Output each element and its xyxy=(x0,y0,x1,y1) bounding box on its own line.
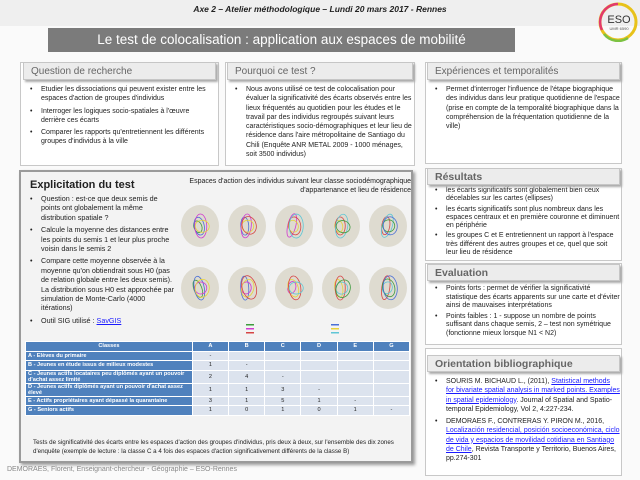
table-cell xyxy=(373,361,409,371)
footer-author: DEMORAES, Florent, Enseignant-chercheur - Géographie – ESO-Rennes xyxy=(7,466,237,473)
savgis-link[interactable]: SavGIS xyxy=(96,315,122,325)
list-item: • Calcule la moyenne des distances entre les points du semis 1 et leur plus proche voisin dans le semis 2 xyxy=(27,225,177,253)
table-row xyxy=(26,383,410,396)
table-cell: 1 xyxy=(229,383,265,396)
table-cell: 1 xyxy=(192,361,228,371)
column-header: G xyxy=(373,342,409,352)
ref-link[interactable]: Statistical methods for bivariate spatial analysis in marked points. Examples in spatial epidemiology xyxy=(446,378,620,404)
class-label: G - Seniors actifs xyxy=(26,406,193,416)
explicitation-panel xyxy=(19,170,413,463)
zone-map xyxy=(181,267,219,309)
significance-table xyxy=(25,341,410,416)
table-cell xyxy=(301,361,337,371)
table-cell: 1 xyxy=(192,383,228,396)
svg-text:UMR 6590: UMR 6590 xyxy=(609,26,629,31)
list-item: • Nous avons utilisé ce test de colocalisation pour évaluer la significativité des écarts observés entre les lieux fréquentés au quotidien pour les études et le travail par des individus regroupés suivant leurs caractéristiques socio-démographiques et leur lieu de résidence dans l'aire métropolitaine de Santiago du Chili (Enquête ANR METAL 2009 - 1000 ménages, soit 3500 individus) xyxy=(232,85,412,159)
column-header: E xyxy=(337,342,373,352)
list-item: • les écarts significatifs sont plus nombreux dans les espaces centraux et en première couronne et diminuent en périphérie xyxy=(432,206,620,231)
section-header: Question de recherche xyxy=(23,62,216,80)
class-label: D - Jeunes actifs diplômés ayant un pouvoir d'achat assez élevé xyxy=(26,383,193,396)
table-row xyxy=(26,351,410,361)
zone-map xyxy=(228,205,266,247)
column-header: Classes xyxy=(26,342,193,352)
table-cell xyxy=(373,396,409,406)
svg-text:ESO: ESO xyxy=(607,14,631,26)
column-header: C xyxy=(265,342,301,352)
class-label: A - Elèves du primaire xyxy=(26,351,193,361)
class-label: C - Jeunes actifs locataires peu diplômés ayant un pouvoir d'achat assez limité xyxy=(26,370,193,383)
column-header: D xyxy=(301,342,337,352)
table-row xyxy=(26,370,410,383)
table-cell: 3 xyxy=(192,396,228,406)
table-row xyxy=(26,361,410,371)
zone-map xyxy=(322,205,360,247)
table-cell: 0 xyxy=(301,406,337,416)
zone-map xyxy=(228,267,266,309)
table-row xyxy=(26,396,410,406)
list-item: • Points faibles : 1 - suppose un nombre de points suffisant dans chaque semis, 2 – test non symétrique (fonctionne mieux lorsque N1 < N2) xyxy=(432,313,620,339)
column-header: B xyxy=(229,342,265,352)
table-cell xyxy=(337,361,373,371)
list-item: • Permet d'interroger l'influence de l'étape biographique des individus dans leur pratique quotidienne de l'espace (prise en compte de la temporalité biographique dans la compréhension de la fréquentation quotidienne de la ville) xyxy=(432,85,620,131)
table-cell xyxy=(265,351,301,361)
table-cell: 5 xyxy=(265,396,301,406)
table-cell: 3 xyxy=(265,383,301,396)
list-item: • Interroger les logiques socio-spatiales à l'œuvre derrière ces écarts xyxy=(27,107,215,126)
class-label: B - Jeunes en étude issus de milieux modestes xyxy=(26,361,193,371)
table-cell: 1 xyxy=(337,406,373,416)
map-title: Espaces d'action des individus suivant leur classe sociodémographique d'appartenance et lieu de résidence xyxy=(189,178,411,194)
event-line: Axe 2 – Atelier méthodologique – Lundi 20 mars 2017 - Rennes xyxy=(193,4,447,14)
ref-source: , Revista Transporte y Territorio, Buenos Aires, pp.274-301 xyxy=(446,446,616,463)
table-cell: - xyxy=(301,383,337,396)
ellipse-maps-figure xyxy=(176,198,412,340)
zone-map xyxy=(322,267,360,309)
section-header: Expériences et temporalités xyxy=(427,62,620,80)
table-cell xyxy=(265,361,301,371)
section-header: Pourquoi ce test ? xyxy=(227,62,413,80)
table-cell: 2 xyxy=(192,370,228,383)
ref-authors: DEMORAES F., CONTRERAS Y. PIRON M., 2016, xyxy=(446,418,605,426)
list-item xyxy=(27,316,177,325)
column-header: A xyxy=(192,342,228,352)
list-item: • les groupes C et E entretiennent un rapport à l'espace très différent des autres groupes et ce, quel que soit leur lieu de résidence xyxy=(432,232,620,257)
map-legend xyxy=(246,324,339,334)
table-cell xyxy=(229,351,265,361)
section-header: Résultats xyxy=(427,168,620,185)
table-cell: 1 xyxy=(229,396,265,406)
zone-map xyxy=(181,205,219,247)
class-label: E - Actifs propriétaires ayant dépassé la quarantaine xyxy=(26,396,193,406)
tool-label: Outil SIG utilisé : xyxy=(41,315,97,325)
ref-link[interactable]: Localización residencial, posición socioeconómica, ciclo de vida y espacios de movilidad cotidiana en Santiago de Chile xyxy=(446,427,620,454)
table-row xyxy=(26,406,410,416)
table-cell: 1 xyxy=(265,406,301,416)
table-cell: - xyxy=(373,406,409,416)
section-header: Orientation bibliographique xyxy=(427,355,620,372)
ref-source: . Journal of Spatial and Spatio-temporal Epidemiology, Vol 2, 4:227-234. xyxy=(446,396,613,413)
list-item: • les écarts significatifs sont globalement bien ceux décelables sur les cartes (ellipses) xyxy=(432,187,620,204)
zone-map xyxy=(369,205,407,247)
list-item: • Question : est-ce que deux semis de points ont globalement la même distribution spatiale ? xyxy=(27,194,177,222)
table-cell: - xyxy=(192,351,228,361)
zone-map xyxy=(275,267,313,309)
reference-item xyxy=(432,377,620,414)
table-cell xyxy=(337,383,373,396)
list-item: • Points forts : permet de vérifier la significativité statistique des écarts apparents sur une carte et d'éviter ainsi de mauvaises interprétations xyxy=(432,285,620,311)
reference-item xyxy=(432,417,620,463)
panel-title: Explicitation du test xyxy=(30,179,135,191)
table-cell: 1 xyxy=(192,406,228,416)
table-cell: 1 xyxy=(301,396,337,406)
poster-title: Le test de colocalisation : application aux espaces de mobilité xyxy=(48,28,515,52)
zone-map xyxy=(275,205,313,247)
list-item: • Etudier les dissociations qui peuvent exister entre les espaces d'action de groupes d'individus xyxy=(27,85,215,104)
list-item: • Compare cette moyenne observée à la moyenne qu'on obtiendrait sous H0 (pas de relation globale entre les deux semis). La distribution sous H0 est approchée par simulation de Monte-Carlo (4000 itérations) xyxy=(27,256,177,312)
ref-authors: SOURIS M. BICHAUD L., (2011), xyxy=(446,378,552,385)
table-cell: - xyxy=(337,396,373,406)
table-cell xyxy=(337,370,373,383)
table-cell: - xyxy=(229,361,265,371)
zone-map xyxy=(369,267,407,309)
eso-logo xyxy=(598,2,638,42)
table-cell: 4 xyxy=(229,370,265,383)
table-cell xyxy=(301,370,337,383)
table-cell: - xyxy=(265,370,301,383)
table-cell xyxy=(373,370,409,383)
list-item: • Comparer les rapports qu'entretiennent les différents groupes d'individus à la ville xyxy=(27,128,215,147)
table-cell xyxy=(301,351,337,361)
table-cell: 0 xyxy=(229,406,265,416)
table-cell xyxy=(373,383,409,396)
table-cell xyxy=(337,351,373,361)
section-header: Evaluation xyxy=(427,264,620,281)
table-caption: Tests de significativité des écarts entre les espaces d'action des groupes d'individus, pris deux à deux, sur l'ensemble des dix zones d'enquête (exemple de lecture : la classe C a 4 fois des espaces d'action significativement différents de la classe B) xyxy=(33,439,394,455)
table-cell xyxy=(373,351,409,361)
